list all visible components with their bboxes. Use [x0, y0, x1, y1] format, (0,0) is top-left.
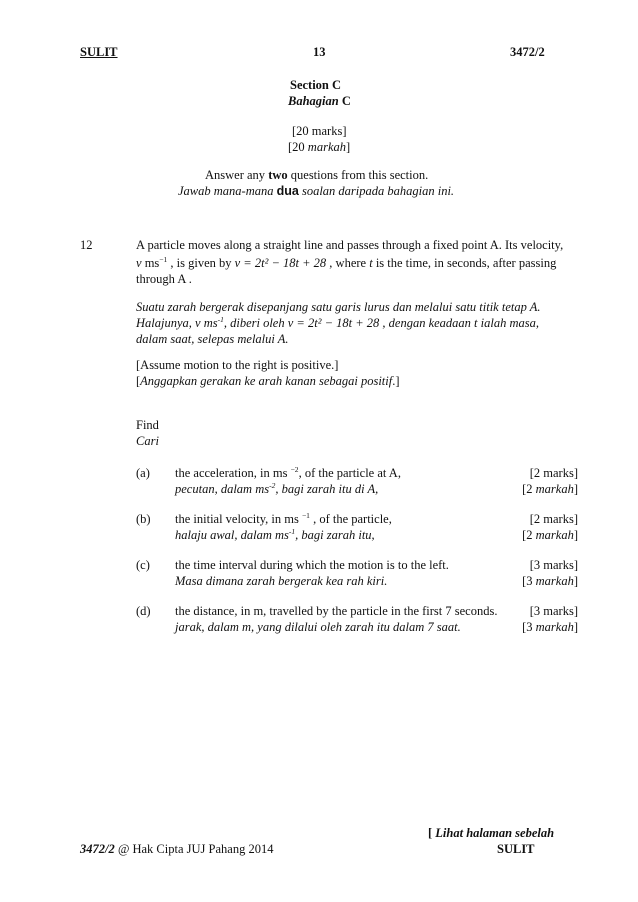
- part-marks-ms-a: [2: [522, 528, 536, 542]
- part-ms: [175, 574, 387, 589]
- instr-en-2: questions from this section.: [287, 168, 429, 182]
- ms-line2-exp: -1: [217, 314, 224, 324]
- find-en: Find: [136, 418, 159, 432]
- part-marks-en: [3 marks]: [529, 558, 578, 572]
- part-ms-a: halaju awal, dalam ms: [175, 528, 289, 542]
- part-marks-ms: [522, 574, 578, 589]
- section-title-ms-letter: C: [341, 94, 351, 108]
- question-en-line2: [136, 256, 556, 271]
- part-en-b: , of the particle,: [309, 512, 392, 526]
- part-ms-exp: -2: [269, 480, 276, 490]
- part-label: (b): [136, 512, 151, 526]
- assume-ms: [136, 374, 400, 389]
- part-marks-en: [2 marks]: [529, 512, 578, 526]
- part-marks-ms-b: markah: [535, 574, 574, 588]
- unit-exponent: −1: [159, 254, 168, 264]
- assume-ms-text: Anggapkan gerakan ke arah kanan sebagai positif: [140, 374, 393, 388]
- part-marks-ms: [522, 620, 578, 635]
- header-code: 3472/2: [510, 45, 545, 59]
- marks-ms-word: markah: [307, 140, 346, 154]
- part-en: [175, 466, 401, 481]
- ms-line2-c: , dengan keadaan t ialah masa,: [379, 316, 539, 330]
- instruction-ms: [178, 184, 454, 199]
- marks-ms-open: [20: [288, 140, 308, 154]
- part-ms: [175, 528, 375, 543]
- instruction-en: [205, 168, 428, 183]
- part-ms-a: Masa dimana zarah bergerak kea rah kiri.: [175, 574, 388, 588]
- time-symbol: t: [369, 256, 373, 270]
- part-marks-ms-c: ]: [573, 482, 578, 496]
- part-ms-a: pecutan, dalam ms: [175, 482, 270, 496]
- instr-ms-2: soalan daripada bahagian ini.: [298, 184, 455, 198]
- part-en-a: the acceleration, in ms: [175, 466, 291, 480]
- instr-en-bold: two: [268, 168, 288, 182]
- unit-ms: ms: [141, 256, 160, 270]
- question-number: 12: [80, 238, 93, 252]
- part-label: (d): [136, 604, 151, 618]
- footer-copyright: [80, 842, 273, 857]
- part-en-a: the distance, in m, travelled by the particle in the first 7 seconds.: [175, 604, 498, 618]
- ms-velocity-equation: v = 2t² − 18t + 28: [287, 316, 380, 330]
- part-label: (c): [136, 558, 150, 572]
- next-page-text: Lihat halaman sebelah: [435, 826, 555, 840]
- part-marks-en: [3 marks]: [529, 604, 578, 618]
- en-line2-c: is the time, in seconds, after passing: [372, 256, 557, 270]
- part-marks-ms-c: ]: [573, 528, 578, 542]
- part-ms-exp: -1: [288, 526, 296, 536]
- part-en: [175, 558, 449, 573]
- assume-ms-open: [: [136, 374, 141, 388]
- part-en-exp: −1: [301, 510, 310, 520]
- part-ms-a: jarak, dalam m, yang dilalui oleh zarah itu dalam 7 saat.: [175, 620, 461, 634]
- assume-ms-close: .]: [392, 374, 400, 388]
- ms-line2-b: , diberi oleh: [223, 316, 288, 330]
- header-left: SULIT: [80, 45, 118, 59]
- next-page-open: [: [428, 826, 436, 840]
- part-marks-ms-b: markah: [535, 482, 574, 496]
- instr-en-1: Answer any: [205, 168, 269, 182]
- next-page-note: [428, 826, 554, 841]
- copyright-text: Hak Cipta JUJ Pahang 2014: [129, 842, 274, 856]
- part-marks-ms-c: ]: [573, 620, 578, 634]
- question-en-line3: through A .: [136, 272, 192, 286]
- question-ms-line1: Suatu zarah bergerak disepanjang satu garis lurus dan melalui satu titik tetap A.: [136, 300, 541, 314]
- part-en-exp: −2: [290, 464, 299, 474]
- part-ms: [175, 482, 378, 497]
- part-en-b: , of the particle at A,: [298, 466, 401, 480]
- section-marks-ms: [288, 140, 350, 155]
- part-en-a: the time interval during which the motion is to the left.: [175, 558, 449, 572]
- question-ms-line2: [136, 316, 539, 331]
- part-marks-ms-a: [3: [522, 620, 536, 634]
- copyright-symbol: @: [117, 842, 130, 856]
- footer-right: SULIT: [497, 842, 535, 856]
- part-ms-b: , bagi zarah itu di A,: [275, 482, 379, 496]
- part-marks-ms-c: ]: [573, 574, 578, 588]
- part-marks-ms: [522, 528, 578, 543]
- part-marks-ms-b: markah: [535, 620, 574, 634]
- en-line2-a: , is given by: [167, 256, 235, 270]
- section-title-ms: [288, 94, 351, 109]
- page-number: 13: [313, 45, 326, 59]
- question-ms-line3: dalam saat, selepas melalui A.: [136, 332, 289, 346]
- part-ms-b: , bagi zarah itu,: [295, 528, 375, 542]
- section-marks-en: [20 marks]: [292, 124, 347, 138]
- part-marks-ms-a: [3: [522, 574, 536, 588]
- footer-code: 3472/2: [80, 842, 115, 856]
- marks-ms-close: ]: [346, 140, 351, 154]
- part-label: (a): [136, 466, 150, 480]
- part-ms: [175, 620, 461, 635]
- velocity-equation: v = 2t² − 18t + 28: [234, 256, 327, 270]
- en-line2-b: , where: [326, 256, 370, 270]
- section-title: Section C: [290, 78, 342, 92]
- assume-en: [Assume motion to the right is positive.]: [136, 358, 339, 372]
- ms-line2-a: Halajunya, v ms: [136, 316, 218, 330]
- part-marks-ms-b: markah: [535, 528, 574, 542]
- part-en: [175, 512, 392, 527]
- part-en-a: the initial velocity, in ms: [175, 512, 302, 526]
- part-marks-ms: [522, 482, 578, 497]
- part-marks-ms-a: [2: [522, 482, 536, 496]
- instr-ms-bold: dua: [276, 184, 299, 198]
- instr-ms-1: Jawab mana-mana: [178, 184, 277, 198]
- part-en: [175, 604, 497, 619]
- question-en-line1: A particle moves along a straight line and passes through a fixed point A. Its velocity,: [136, 238, 564, 252]
- find-ms: Cari: [136, 434, 159, 448]
- part-marks-en: [2 marks]: [529, 466, 578, 480]
- section-title-ms-word: Bahagian: [288, 94, 339, 108]
- velocity-symbol: v: [136, 256, 142, 270]
